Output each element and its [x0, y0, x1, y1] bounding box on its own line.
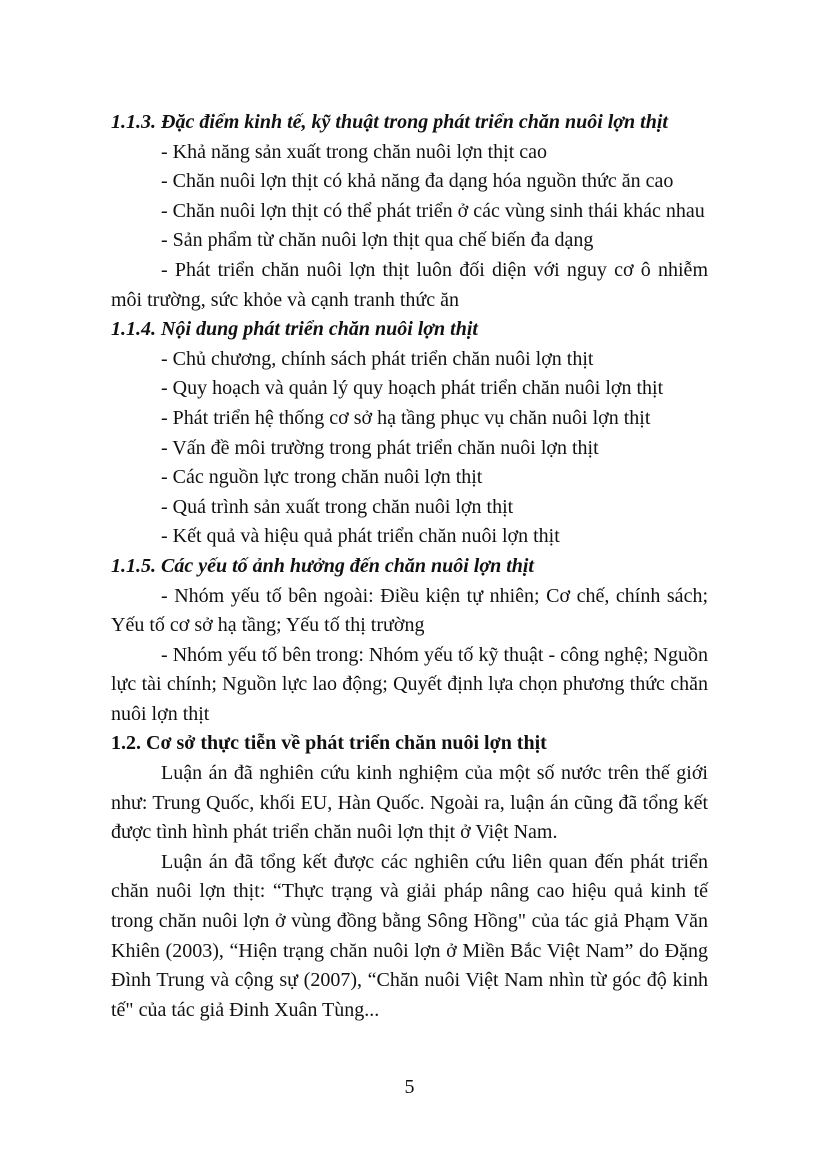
paragraph-related-research: Luận án đã tổng kết được các nghiên cứu liên quan đến phát triển chăn nuôi lợn thịt: “Thực trạng và giải pháp nâng cao hiệu quả kinh tế trong chăn nuôi lợn ở vùng đồng bằng Sông Hồng" của tác giả Phạm Văn Khiên (2003), “Hiện trạng chăn nuôi lợn ở Miền Bắc Việt Nam” do Đặng Đình Trung và cộng sự (2007), “Chăn nuôi Việt Nam nhìn từ góc độ kinh tế" của tác giả Đinh Xuân Tùng...	[111, 850, 708, 1021]
list-item: - Chăn nuôi lợn thịt có khả năng đa dạng hóa nguồn thức ăn cao	[161, 170, 674, 193]
page-number: 5	[404, 1076, 415, 1098]
heading-1-2: 1.2. Cơ sở thực tiễn về phát triển chăn nuôi lợn thịt	[111, 732, 547, 755]
heading-1-1-3: 1.1.3. Đặc điểm kinh tế, kỹ thuật trong phát triển chăn nuôi lợn thịt	[111, 111, 668, 133]
list-item: - Quy hoạch và quản lý quy hoạch phát triển chăn nuôi lợn thịt	[161, 377, 664, 400]
list-item: - Kết quả và hiệu quả phát triển chăn nuôi lợn thịt	[161, 525, 560, 548]
list-item: - Vấn đề môi trường trong phát triển chăn nuôi lợn thịt	[161, 436, 599, 459]
list-item: - Quá trình sản xuất trong chăn nuôi lợn thịt	[161, 495, 514, 518]
list-item: - Sản phẩm từ chăn nuôi lợn thịt qua chế biến đa dạng	[161, 229, 594, 252]
heading-1-1-4: 1.1.4. Nội dung phát triển chăn nuôi lợn thịt	[111, 318, 478, 341]
list-item: - Khả năng sản xuất trong chăn nuôi lợn thịt cao	[161, 140, 548, 163]
list-item: - Các nguồn lực trong chăn nuôi lợn thịt	[161, 466, 483, 489]
heading-1-1-5: 1.1.5. Các yếu tố ảnh hưởng đến chăn nuôi lợn thịt	[111, 554, 534, 577]
paragraph-external-factors: - Nhóm yếu tố bên ngoài: Điều kiện tự nhiên; Cơ chế, chính sách; Yếu tố cơ sở hạ tầng; Yếu tố thị trường	[111, 584, 708, 637]
paragraph-internal-factors: - Nhóm yếu tố bên trong: Nhóm yếu tố kỹ thuật - công nghệ; Nguồn lực tài chính; Nguồn lực lao động; Quyết định lựa chọn phương thức chăn nuôi lợn thịt	[111, 643, 708, 725]
list-item-wrapped: - Phát triển chăn nuôi lợn thịt luôn đối diện với nguy cơ ô nhiễm môi trường, sức khỏe và cạnh tranh thức ăn	[111, 258, 708, 311]
list-item: - Chủ chương, chính sách phát triển chăn nuôi lợn thịt	[161, 347, 594, 370]
list-item: - Chăn nuôi lợn thịt có thể phát triển ở các vùng sinh thái khác nhau	[161, 199, 705, 222]
page-content	[111, 108, 708, 1025]
paragraph-international-experience: Luận án đã nghiên cứu kinh nghiệm của một số nước trên thế giới như: Trung Quốc, khối EU, Hàn Quốc. Ngoài ra, luận án cũng đã tổng kết được tình hình phát triển chăn nuôi lợn thịt ở Việt Nam.	[111, 762, 708, 844]
list-item: - Phát triển hệ thống cơ sở hạ tầng phục vụ chăn nuôi lợn thịt	[161, 406, 651, 429]
